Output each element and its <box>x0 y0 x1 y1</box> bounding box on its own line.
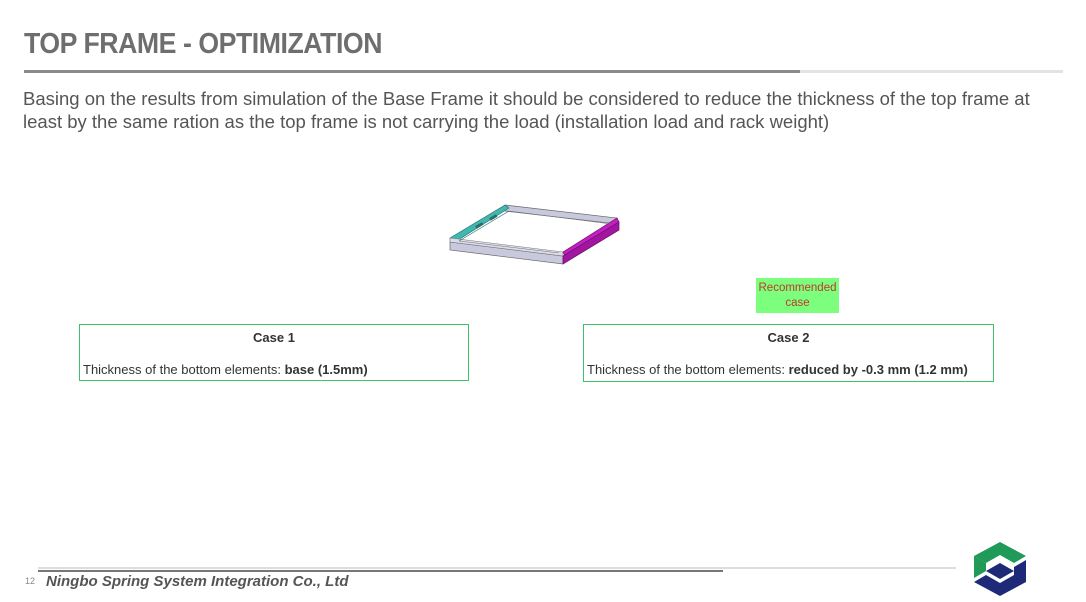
recommended-label-line1: Recommended <box>758 282 837 294</box>
footer-divider-accent <box>38 570 723 572</box>
case-2-description <box>587 362 968 377</box>
footer-divider <box>38 567 956 569</box>
slide-title: TOP FRAME - OPTIMIZATION <box>24 28 383 60</box>
company-name: Ningbo Spring System Integration Co., Ltd <box>46 573 349 590</box>
top-frame-3d-image <box>445 200 625 270</box>
case-2-desc-value: reduced by -0.3 mm (1.2 mm) <box>788 362 968 377</box>
title-divider-accent <box>24 70 800 73</box>
case-1-desc-prefix: Thickness of the bottom elements: <box>83 362 285 377</box>
recommended-case-label <box>756 278 839 313</box>
case-2-title: Case 2 <box>767 330 810 345</box>
company-logo-icon <box>970 540 1030 598</box>
page-number: 12 <box>25 576 36 586</box>
body-paragraph: Basing on the results from simulation of the Base Frame it should be considered to reduce the thickness of the top frame at least by the same ration as the top frame is not carrying the load (installation load and rack weight) <box>23 88 1030 132</box>
case-1-description <box>83 362 368 377</box>
case-1-box <box>79 324 469 381</box>
case-1-title: Case 1 <box>253 330 295 345</box>
case-1-desc-value: base (1.5mm) <box>284 362 368 377</box>
recommended-label-line2: case <box>785 296 810 309</box>
case-2-box <box>583 324 994 382</box>
case-2-desc-prefix: Thickness of the bottom elements: <box>587 362 789 377</box>
